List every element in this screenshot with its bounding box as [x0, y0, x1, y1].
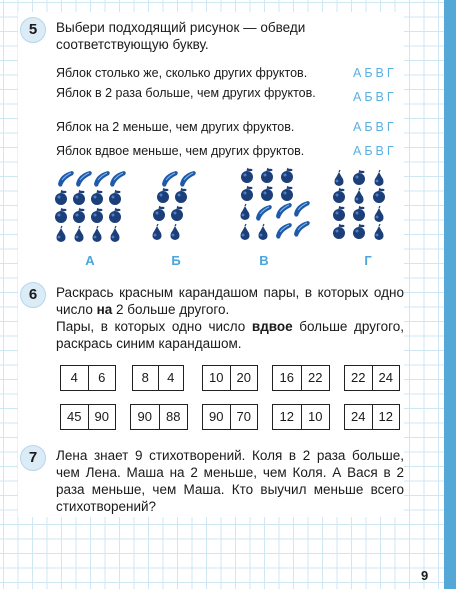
pear-icon	[75, 226, 84, 242]
apple-icon	[353, 224, 365, 239]
apple-icon	[175, 188, 187, 203]
cucumber-icon	[294, 221, 310, 237]
pair-number: 90	[88, 405, 116, 429]
task-number-6: 6	[20, 282, 46, 308]
number-pair[interactable]	[272, 404, 330, 430]
pear-icon	[355, 188, 364, 204]
pair-number: 12	[372, 405, 400, 429]
cucumber-icon	[180, 171, 196, 187]
pear-icon	[241, 204, 250, 220]
apple-icon	[281, 186, 293, 201]
apple-icon	[353, 206, 365, 221]
pair-number: 20	[230, 366, 258, 390]
apple-icon	[73, 208, 85, 223]
picture-c	[234, 166, 314, 246]
apple-icon	[261, 168, 273, 183]
task6-line1-bold: на	[96, 302, 113, 317]
number-pair[interactable]	[272, 365, 330, 391]
choice-letters-1[interactable]: АБВГ	[353, 66, 397, 80]
picture-a	[50, 166, 130, 246]
pair-number: 70	[230, 405, 258, 429]
apple-icon	[91, 208, 103, 223]
pear-icon	[93, 226, 102, 242]
pear-icon	[375, 206, 384, 222]
task6-line2-bold: вдвое	[251, 319, 293, 334]
number-pair[interactable]	[60, 365, 116, 391]
pair-number: 4	[70, 370, 78, 385]
apple-icon	[373, 188, 385, 203]
apple-icon	[241, 168, 253, 183]
apple-icon	[333, 188, 345, 203]
pair-number: 24	[372, 366, 400, 390]
cucumber-icon	[162, 171, 178, 187]
pair-number: 10	[301, 405, 330, 429]
apple-icon	[109, 190, 121, 205]
pair-number: 24	[351, 409, 366, 424]
statement-2: Яблок в 2 раза больше, чем других фруктов.	[56, 86, 316, 100]
pear-icon	[57, 226, 66, 242]
statement-4: Яблок вдвое меньше, чем других фруктов.	[56, 144, 305, 158]
apple-icon	[91, 190, 103, 205]
pear-icon	[335, 170, 344, 186]
choice-letters-4[interactable]: АБВГ	[353, 144, 397, 158]
apple-icon	[333, 224, 345, 239]
pair-number: 4	[158, 366, 184, 390]
choice-letters-2[interactable]: АБВГ	[353, 90, 397, 104]
picture-b	[144, 166, 224, 246]
number-pair[interactable]	[130, 404, 188, 430]
task-number-5: 5	[20, 17, 46, 43]
pear-icon	[375, 170, 384, 186]
pear-icon	[171, 224, 180, 240]
cucumber-icon	[276, 223, 292, 239]
pair-number: 16	[279, 370, 294, 385]
number-pair[interactable]	[344, 404, 400, 430]
apple-icon	[171, 206, 183, 221]
pear-icon	[259, 224, 268, 240]
cucumber-icon	[276, 203, 292, 219]
number-pair[interactable]	[60, 404, 116, 430]
task-number-7: 7	[20, 445, 46, 471]
cucumber-icon	[294, 201, 310, 217]
cucumber-icon	[256, 205, 272, 221]
pair-number: 10	[209, 370, 224, 385]
task6-line1-end: 2 больше другого.	[112, 302, 230, 317]
number-pair[interactable]	[202, 365, 258, 391]
apple-icon	[353, 170, 365, 185]
pair-number: 6	[88, 366, 116, 390]
apple-icon	[281, 168, 293, 183]
cucumber-icon	[58, 171, 74, 187]
pair-number: 90	[137, 409, 152, 424]
task6-line2-end: больше другого, раскрась синим карандашом.	[56, 319, 404, 351]
apple-icon	[109, 208, 121, 223]
picture-d	[326, 166, 406, 246]
apple-icon	[261, 186, 273, 201]
task6-instruction	[56, 284, 404, 352]
cucumber-icon	[110, 171, 126, 187]
picture-label-a: А	[85, 253, 95, 268]
pear-icon	[153, 224, 162, 240]
apple-icon	[55, 190, 67, 205]
apple-icon	[153, 206, 165, 221]
page-number: 9	[421, 568, 429, 583]
pair-number: 12	[279, 409, 294, 424]
apple-icon	[55, 208, 67, 223]
pear-icon	[375, 224, 384, 240]
picture-label-c: В	[259, 253, 269, 268]
number-pair[interactable]	[344, 365, 400, 391]
task5-instruction: Выбери подходящий рисунок — обведи соответствующую букву.	[56, 20, 306, 52]
cucumber-icon	[76, 171, 92, 187]
pair-number: 90	[209, 409, 224, 424]
task6-line2-text: Пары, в которых одно число	[56, 319, 252, 334]
statement-3: Яблок на 2 меньше, чем других фруктов.	[56, 120, 295, 134]
pear-icon	[241, 224, 250, 240]
pair-number: 22	[351, 370, 366, 385]
pear-icon	[111, 226, 120, 242]
picture-label-d: Г	[364, 253, 372, 268]
pair-number: 8	[141, 370, 149, 385]
pair-number: 22	[301, 366, 330, 390]
task7-text: Лена знает 9 стихотворений. Коля в 2 раза больше, чем Лена. Маша на 2 меньше, чем Коля. А Вася в 2 раза меньше, чем Маша. Кто выучил меньше всего стихотворений?	[56, 448, 404, 514]
page-edge-bar	[444, 0, 456, 589]
pair-number: 88	[159, 405, 188, 429]
choice-letters-3[interactable]: АБВГ	[353, 120, 397, 134]
cucumber-icon	[94, 171, 110, 187]
number-pair[interactable]	[202, 404, 258, 430]
task6-line1-text: Раскрась красным карандашом пары, в которых одно число	[56, 285, 404, 317]
number-pair[interactable]	[132, 365, 184, 391]
apple-icon	[73, 190, 85, 205]
apple-icon	[241, 186, 253, 201]
pair-number: 45	[67, 409, 82, 424]
apple-icon	[157, 188, 169, 203]
apple-icon	[333, 206, 345, 221]
statement-1: Яблок столько же, сколько других фруктов.	[56, 66, 308, 80]
picture-label-b: Б	[171, 253, 181, 268]
